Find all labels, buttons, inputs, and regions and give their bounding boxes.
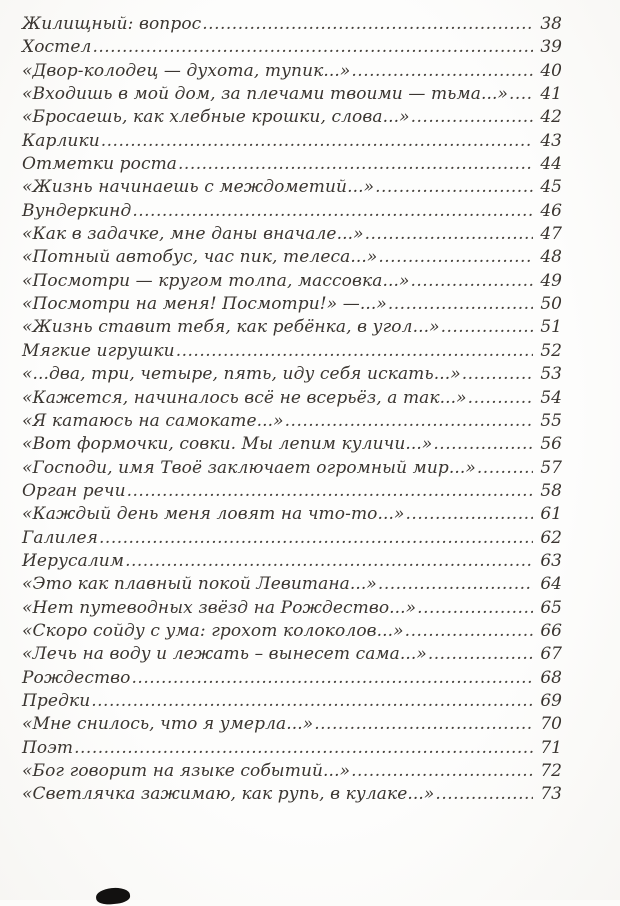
- toc-entry-title: Отметки роста: [22, 154, 178, 175]
- toc-entry-title: «Посмотри — кругом толпа, массовка...»: [22, 270, 410, 291]
- toc-entry-page: 67: [540, 644, 562, 665]
- toc-entry: [22, 340, 562, 363]
- toc-entry: [22, 713, 562, 736]
- toc-entry-page: 43: [540, 130, 562, 151]
- toc-entry: [22, 620, 562, 643]
- toc-entry-page: 70: [540, 714, 562, 735]
- toc-entry-title: «Двор-колодец — духота, тупик...»: [22, 60, 351, 81]
- toc-entry-page: 63: [540, 550, 562, 571]
- dot-leader: [202, 13, 533, 36]
- toc-entry-title: Вундеркинд: [22, 200, 132, 221]
- toc-entry-title: «Нет путеводных звёзд на Рождество...»: [22, 597, 417, 618]
- toc-entry-page: 42: [540, 107, 562, 128]
- dot-leader: [351, 760, 533, 783]
- dot-leader: [477, 457, 533, 480]
- toc-entry: [22, 410, 562, 433]
- dot-leader: [314, 713, 533, 736]
- dot-leader: [410, 270, 533, 293]
- dot-leader: [74, 737, 533, 760]
- toc-entry: [22, 246, 562, 269]
- toc-entry-page: 64: [540, 574, 562, 595]
- toc-entry-page: 45: [540, 177, 562, 198]
- toc-entry-title: «Скоро сойду с ума: грохот колоколов...»: [22, 620, 404, 641]
- toc-entry-page: 69: [540, 690, 562, 711]
- toc-entry: [22, 643, 562, 666]
- toc-entry-title: «Светлячка зажимаю, как рупь, в кулаке...»: [22, 784, 435, 805]
- dot-leader: [375, 176, 533, 199]
- toc-entry-page: 44: [540, 154, 562, 175]
- toc-entry-title: Карлики: [22, 130, 100, 151]
- toc-entry-page: 40: [540, 60, 562, 81]
- dot-leader: [285, 410, 533, 433]
- toc-entry-title: «Жизнь ставит тебя, как ребёнка, в угол...»: [22, 317, 440, 338]
- toc-entry: [22, 667, 562, 690]
- toc-entry: [22, 270, 562, 293]
- dot-leader: [125, 550, 533, 573]
- toc-entry: [22, 760, 562, 783]
- toc-entry: [22, 480, 562, 503]
- dot-leader: [176, 340, 533, 363]
- dot-leader: [127, 480, 533, 503]
- toc-entry: [22, 690, 562, 713]
- toc-entry-title: «...два, три, четыре, пять, иду себя искать...»: [22, 364, 461, 385]
- toc-list: [22, 13, 562, 807]
- dot-leader: [91, 690, 533, 713]
- toc-entry-page: 39: [540, 37, 562, 58]
- dot-leader: [406, 503, 533, 526]
- toc-entry-page: 58: [540, 480, 562, 501]
- toc-entry-page: 38: [540, 14, 562, 34]
- dot-leader: [178, 153, 533, 176]
- dot-leader: [405, 620, 533, 643]
- toc-entry-title: Галилея: [22, 527, 99, 548]
- toc-entry: [22, 36, 562, 59]
- toc-entry-page: 47: [540, 224, 562, 245]
- toc-entry-page: 65: [540, 597, 562, 618]
- toc-entry-page: 52: [540, 340, 562, 361]
- toc-entry-title: «Господи, имя Твоё заключает огромный мир...»: [22, 457, 476, 478]
- toc-entry-page: 49: [540, 270, 562, 291]
- toc-entry: [22, 60, 562, 83]
- toc-entry-page: 62: [540, 527, 562, 548]
- toc-entry-title: «Каждый день меня ловят на что-то...»: [22, 504, 405, 525]
- toc-entry: [22, 737, 562, 760]
- toc-entry: [22, 387, 562, 410]
- dot-leader: [378, 246, 533, 269]
- toc-entry-page: 72: [540, 761, 562, 781]
- dot-leader: [101, 130, 533, 153]
- toc-entry-title: «Входишь в мой дом, за плечами твоими — тьма...»: [22, 84, 508, 105]
- toc-entry-title: «Бог говорит на языке событий...»: [22, 761, 351, 781]
- dot-leader: [132, 667, 533, 690]
- toc-entry: [22, 433, 562, 456]
- toc-entry-title: «Посмотри на меня! Посмотри!» —...»: [22, 294, 387, 315]
- toc-entry: [22, 363, 562, 386]
- toc-entry: [22, 597, 562, 620]
- toc-entry-title: «Лечь на воду и лежать – вынесет сама...»: [22, 644, 427, 665]
- dot-leader: [441, 316, 533, 339]
- toc-entry: [22, 527, 562, 550]
- toc-entry-title: «Это как плавный покой Левитана...»: [22, 574, 377, 595]
- dot-leader: [92, 36, 533, 59]
- dot-leader: [468, 387, 533, 410]
- toc-entry-page: 61: [540, 504, 562, 525]
- toc-entry-title: Орган речи: [22, 480, 126, 501]
- toc-entry-page: 57: [540, 457, 562, 478]
- toc-entry-title: «Вот формочки, совки. Мы лепим куличи...»: [22, 434, 433, 455]
- toc-entry-page: 41: [540, 84, 562, 105]
- dot-leader: [428, 643, 533, 666]
- dot-leader: [99, 527, 533, 550]
- toc-entry-page: 53: [540, 364, 562, 385]
- dot-leader: [365, 223, 533, 246]
- toc-entry-title: Рождество: [22, 667, 131, 688]
- toc-entry-title: Хостел: [22, 37, 92, 58]
- toc-entry: [22, 457, 562, 480]
- toc-entry: [22, 223, 562, 246]
- toc-entry-title: «Я катаюсь на самокате...»: [22, 410, 284, 431]
- dot-leader: [417, 597, 533, 620]
- toc-entry-title: «Мне снилось, что я умерла...»: [22, 714, 314, 735]
- toc-entry: [22, 573, 562, 596]
- toc-entry: [22, 503, 562, 526]
- dot-leader: [388, 293, 533, 316]
- dot-leader: [411, 106, 533, 129]
- toc-entry-page: 73: [540, 784, 562, 805]
- dot-leader: [132, 200, 533, 223]
- toc-entry-page: 56: [540, 434, 562, 455]
- dot-leader: [378, 573, 533, 596]
- toc-entry-page: 50: [540, 294, 562, 315]
- toc-entry-title: «Бросаешь, как хлебные крошки, слова...»: [22, 107, 410, 128]
- toc-entry: [22, 783, 562, 806]
- toc-entry: [22, 83, 562, 106]
- toc-entry: [22, 130, 562, 153]
- toc-entry: [22, 316, 562, 339]
- toc-entry: [22, 106, 562, 129]
- toc-entry-page: 46: [540, 200, 562, 221]
- toc-entry-title: «Потный автобус, час пик, телеса...»: [22, 247, 378, 268]
- toc-entry-title: Поэт: [22, 737, 74, 758]
- toc-entry: [22, 153, 562, 176]
- dot-leader: [433, 433, 533, 456]
- toc-entry: [22, 13, 562, 36]
- dot-leader: [462, 363, 533, 386]
- toc-entry-page: 71: [540, 737, 562, 758]
- toc-entry-title: Иерусалим: [22, 550, 125, 571]
- toc-entry-title: Жилищный: вопрос: [22, 14, 202, 34]
- toc-entry-title: «Кажется, начиналось всё не всерьёз, а так...»: [22, 387, 467, 408]
- toc-entry-page: 55: [540, 410, 562, 431]
- toc-entry-page: 48: [540, 247, 562, 268]
- dot-leader: [435, 783, 533, 806]
- toc-entry: [22, 550, 562, 573]
- dot-leader: [351, 60, 533, 83]
- toc-entry-page: 54: [540, 387, 562, 408]
- toc-entry-page: 68: [540, 667, 562, 688]
- toc-entry-page: 51: [540, 317, 562, 338]
- toc-entry-title: «Жизнь начинаешь с междометий...»: [22, 177, 375, 198]
- toc-entry-page: 66: [540, 620, 562, 641]
- toc-entry: [22, 176, 562, 199]
- toc-entry-title: «Как в задачке, мне даны вначале...»: [22, 224, 364, 245]
- toc-entry: [22, 293, 562, 316]
- dot-leader: [509, 83, 533, 106]
- toc-entry-title: Мягкие игрушки: [22, 340, 175, 361]
- toc-entry-title: Предки: [22, 690, 91, 711]
- toc-entry: [22, 200, 562, 223]
- scan-artifact-mark: [95, 886, 130, 905]
